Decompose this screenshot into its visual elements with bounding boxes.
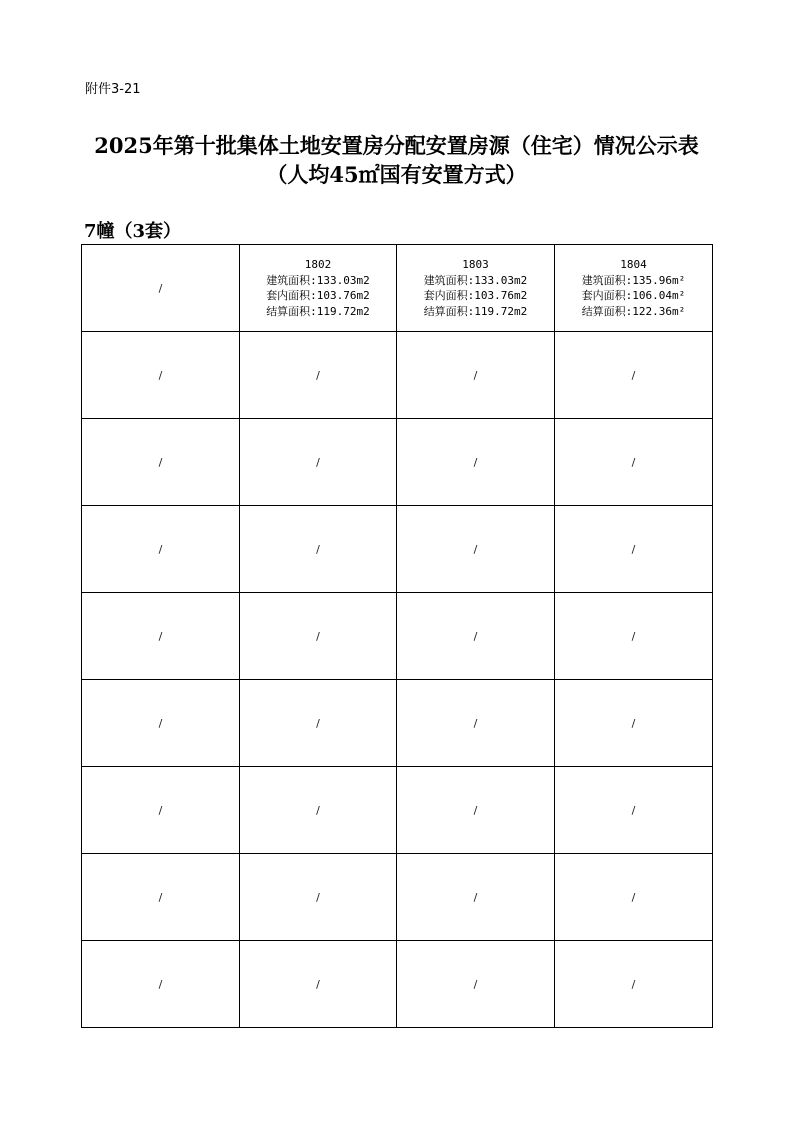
table-cell-empty [240,941,397,1028]
unit-cell-1803 [397,245,555,332]
table-cell-empty [555,767,713,854]
unit-number: 1803 [462,258,489,271]
table-cell-empty [240,680,397,767]
table-row [82,680,713,767]
page-title: 2025年第十批集体土地安置房分配安置房源（住宅）情况公示表 [94,133,699,158]
slash-mark: / [631,803,636,817]
table-cell-empty [82,767,240,854]
building-area: 建筑面积:133.03m2 [423,273,528,287]
table-cell-empty [555,593,713,680]
table-cell-empty [397,506,555,593]
slash-mark: / [631,716,636,730]
table-cell-empty [555,332,713,419]
slash-mark: / [158,890,163,904]
table-cell-empty [555,506,713,593]
slash-mark: / [158,629,163,643]
table-cell-empty [397,593,555,680]
slash-mark: / [473,368,478,382]
slash-mark: / [316,890,320,904]
table-cell-empty [240,593,397,680]
slash-mark: / [158,281,163,295]
slash-mark: / [316,455,320,469]
slash-mark: / [473,629,478,643]
slash-mark: / [631,977,636,991]
settlement-area: 结算面积:119.72m2 [266,304,370,318]
table-cell-empty [82,854,240,941]
slash-mark: / [158,803,163,817]
table-row [82,419,713,506]
table-cell-empty [240,767,397,854]
table-row [82,854,713,941]
table-row [82,593,713,680]
slash-mark: / [473,716,478,730]
settlement-area: 结算面积:119.72m2 [423,304,528,318]
table-cell-empty [240,854,397,941]
table-cell-empty [555,941,713,1028]
inner-area: 套内面积:106.04m² [581,289,686,302]
table-cell-empty [397,854,555,941]
table-row [82,332,713,419]
settlement-area: 结算面积:122.36m² [581,304,686,318]
table-cell-empty [555,419,713,506]
table-cell-empty [82,419,240,506]
table-cell-empty [82,506,240,593]
unit-number: 1804 [620,258,647,271]
table-row [82,506,713,593]
unit-cell-1804 [555,245,713,332]
table-cell-empty [82,680,240,767]
table-row [82,245,713,332]
slash-mark: / [316,629,320,643]
table-cell-empty [555,680,713,767]
table-cell-empty [240,419,397,506]
table-cell-empty [397,767,555,854]
slash-mark: / [473,455,478,469]
slash-mark: / [316,542,320,556]
slash-mark: / [158,542,163,556]
slash-mark: / [158,455,163,469]
table-cell-empty [82,332,240,419]
slash-mark: / [158,977,163,991]
slash-mark: / [316,368,320,382]
slash-mark: / [158,716,163,730]
slash-mark: / [631,890,636,904]
slash-mark: / [473,803,478,817]
unit-number: 1802 [304,258,332,271]
slash-mark: / [631,368,636,382]
table-cell-empty [397,419,555,506]
slash-mark: / [316,977,320,991]
table-cell-empty [82,593,240,680]
table-cell-empty [397,332,555,419]
unit-cell-1802 [240,245,397,332]
table-cell-empty [240,506,397,593]
slash-mark: / [158,368,163,382]
slash-mark: / [316,716,320,730]
building-area: 建筑面积:135.96m² [581,273,686,287]
slash-mark: / [316,803,320,817]
table-row [82,941,713,1028]
table-cell-empty [82,941,240,1028]
table-cell-empty [397,941,555,1028]
slash-mark: / [631,542,636,556]
inner-area: 套内面积:103.76m2 [266,289,370,302]
building-label: 7幢（3套） [84,221,182,242]
slash-mark: / [473,977,478,991]
slash-mark: / [631,455,636,469]
table-cell-empty [240,332,397,419]
page-subtitle: （人均45㎡国有安置方式） [266,162,527,187]
building-area: 建筑面积:133.03m2 [266,273,370,287]
slash-mark: / [473,890,478,904]
slash-mark: / [631,629,636,643]
table-cell-empty [555,854,713,941]
table-row [82,767,713,854]
attachment-label: 附件3-21 [85,82,141,97]
slash-mark: / [473,542,478,556]
inner-area: 套内面积:103.76m2 [423,289,528,302]
table-cell-empty [397,680,555,767]
housing-table [81,244,713,1028]
table-cell-empty [82,245,240,332]
